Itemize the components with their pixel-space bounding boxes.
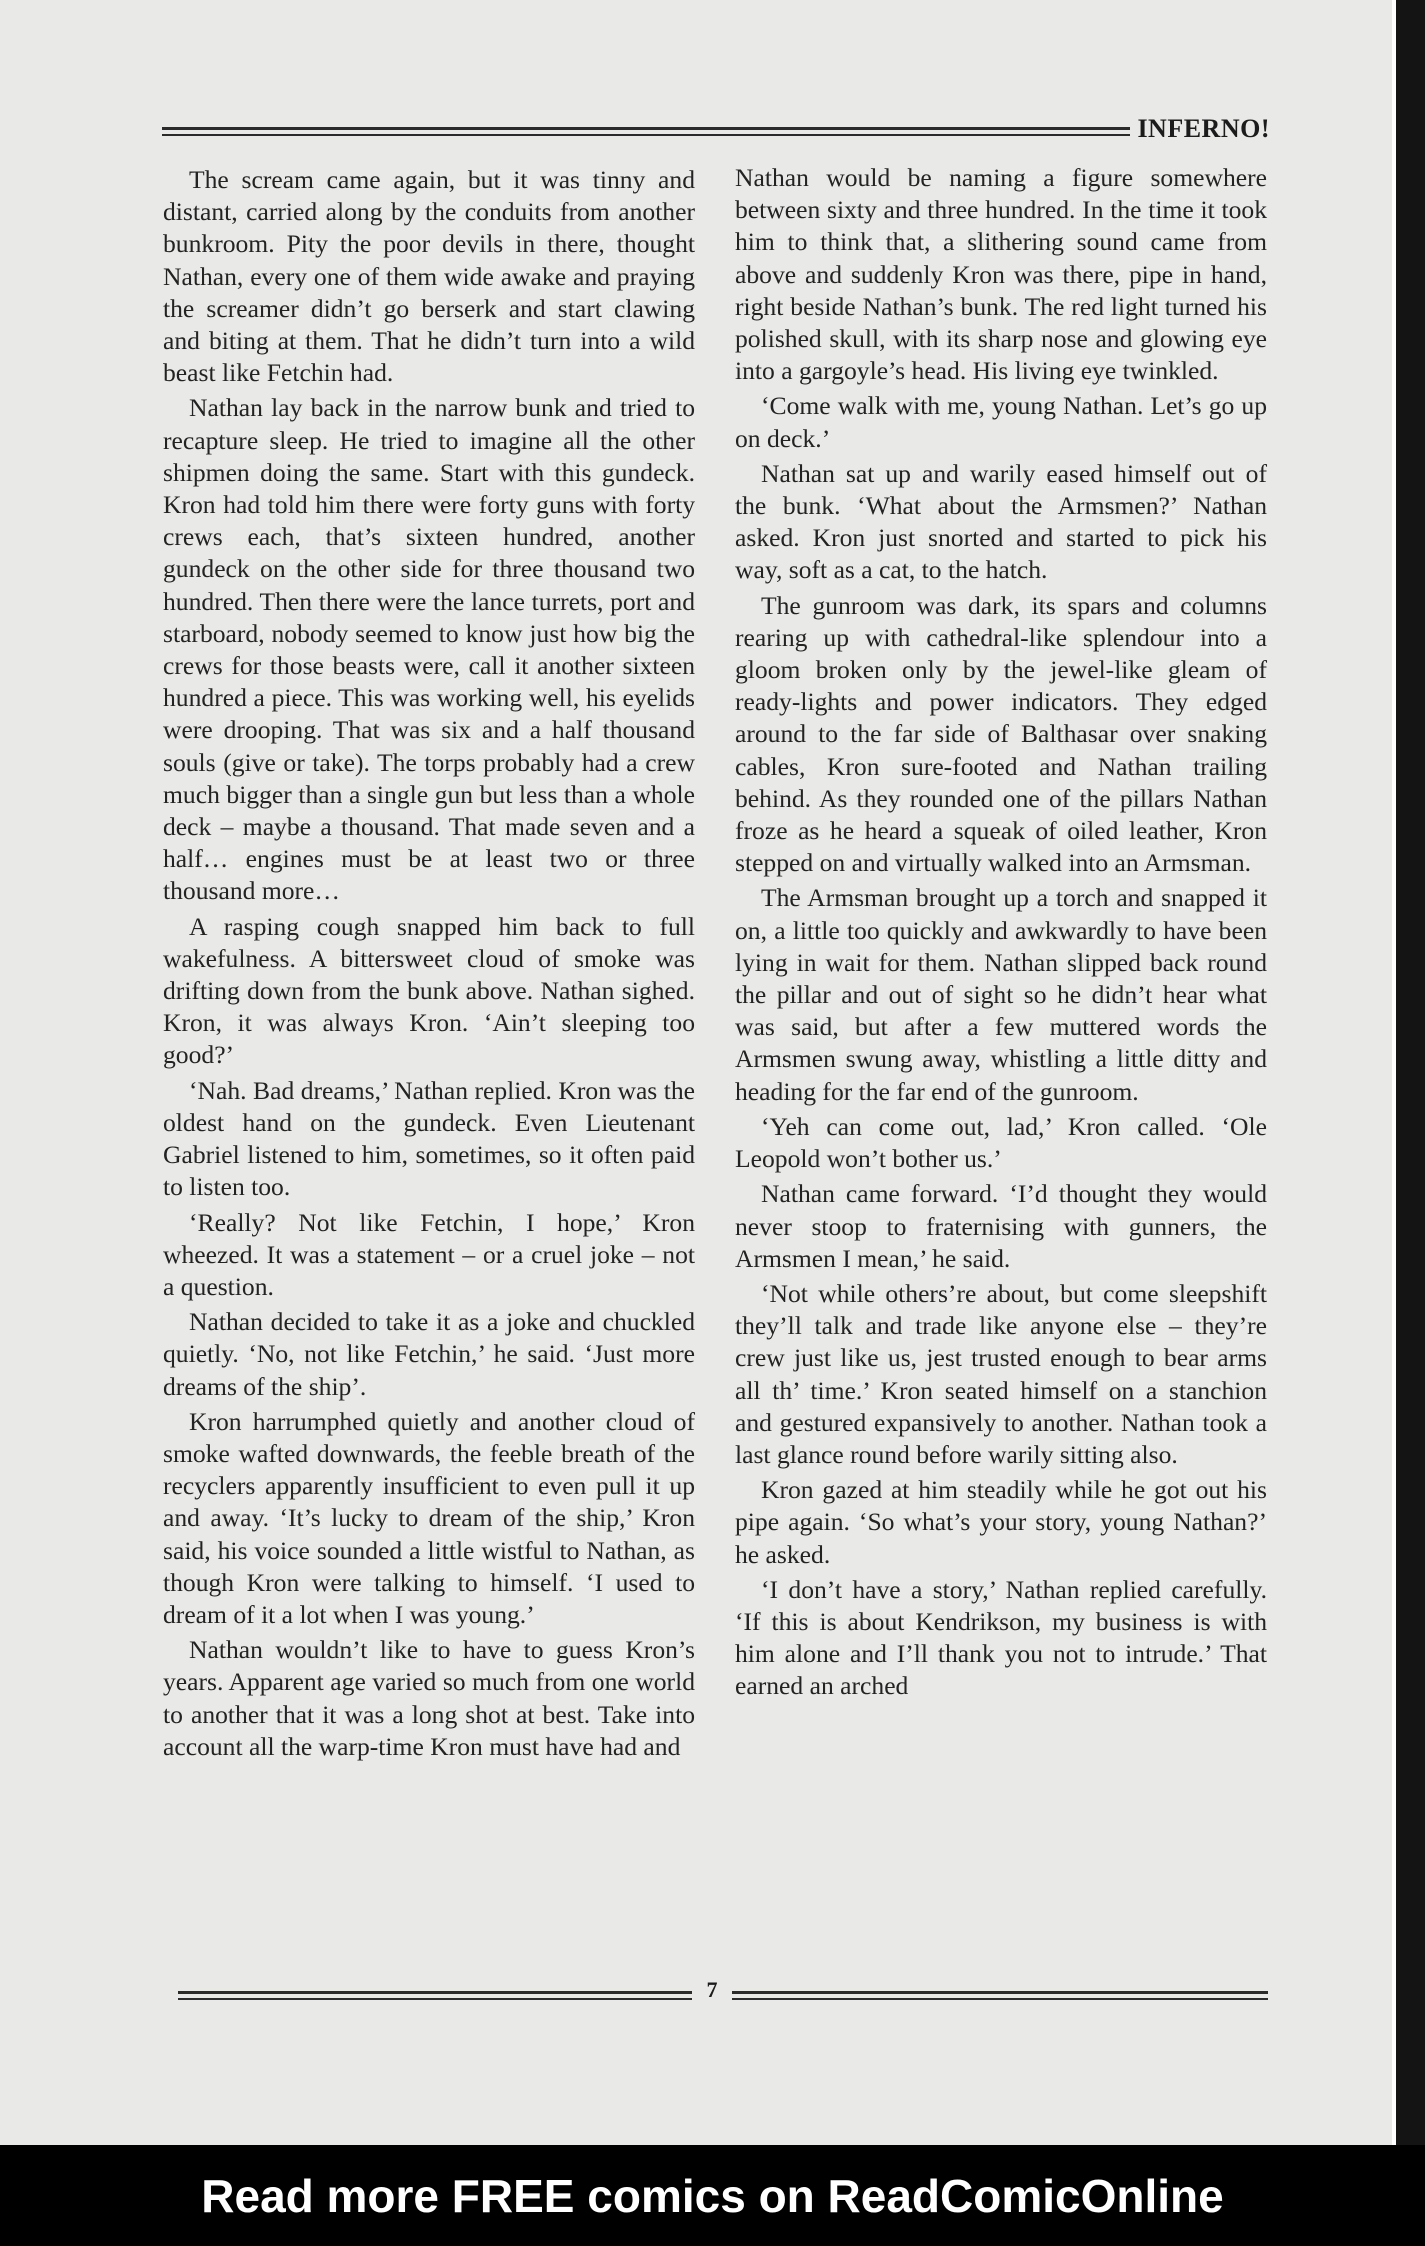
paragraph: A rasping cough snapped him back to full wakefulness. A bittersweet cloud of smoke was drifting down from the bunk above. Nathan sighed. Kron, it was always Kron. ‘Ain’t sleeping too good?’ [163,911,695,1070]
promo-banner-link[interactable]: Read more FREE comics on ReadComicOnline [201,2169,1224,2222]
paragraph: Nathan wouldn’t like to have to guess Kron’s years. Apparent age varied so much from one world to another that it was a long shot at best. Take into account all the warp-time Kron must have had and [163,1635,695,1761]
paragraph: ‘Really? Not like Fetchin, I hope,’ Kron wheezed. It was a statement – or a cruel joke – not a question. [163,1207,695,1301]
header-rule [162,127,1130,136]
left-column [163,164,695,1766]
paragraph: ‘Yeh can come out, lad,’ Kron called. ‘Ole Leopold won’t bother us.’ [735,1111,1267,1174]
paragraph: The scream came again, but it was tinny and distant, carried along by the conduits from another bunkroom. Pity the poor devils in there, thought Nathan, every one of them wide awake and praying the screamer didn’t go berserk and start clawing and biting at them. That he didn’t turn into a wild beast like Fetchin had. [163,165,695,388]
paragraph: ‘Nah. Bad dreams,’ Nathan replied. Kron was the oldest hand on the gundeck. Even Lieutenant Gabriel listened to him, sometimes, so it often paid to listen too. [163,1075,695,1202]
promo-banner[interactable] [0,2145,1425,2246]
page-number: 7 [706,1977,718,2002]
paragraph: Nathan sat up and warily eased himself out of the bunk. ‘What about the Armsmen?’ Nathan asked. Kron just snorted and started to pick his way, soft as a cat, to the hatch. [735,458,1267,585]
paragraph: Nathan would be naming a figure somewhere between sixty and three hundred. In the time it took him to think that, a slithering sound came from above and suddenly Kron was there, pipe in hand, right beside Nathan’s bunk. The red light turned his polished skull, with its sharp nose and glowing eye into a gargoyle’s head. His living eye twinkled. [735,163,1267,386]
running-title: INFERNO! [1137,114,1270,143]
paragraph: ‘I don’t have a story,’ Nathan replied carefully. ‘If this is about Kendrikson, my business is with him alone and I’ll thank you not to intrude.’ That earned an arched [735,1574,1267,1701]
page-footer [178,1977,1268,2008]
footer-rule-right [732,1991,1268,2000]
paragraph: ‘Come walk with me, young Nathan. Let’s go up on deck.’ [735,391,1267,453]
paragraph: Nathan came forward. ‘I’d thought they would never stoop to fraternising with gunners, the Armsmen I mean,’ he said. [735,1179,1267,1273]
paragraph: Nathan decided to take it as a joke and chuckled quietly. ‘No, not like Fetchin,’ he said. ‘Just more dreams of the ship’. [163,1307,695,1401]
right-column [735,162,1267,1706]
paragraph: Kron harrumphed quietly and another cloud of smoke wafted downwards, the feeble breath of the recyclers apparently insufficient to even pull it up and away. ‘It’s lucky to dream of the ship,’ Kron said, his voice sounded a little wistful to Nathan, as though Kron were talking to himself. ‘I used to dream of it a lot when I was young.’ [163,1406,695,1629]
page-header [162,114,1270,144]
paragraph: Kron gazed at him steadily while he got out his pipe again. ‘So what’s your story, young Nathan?’ he asked. [735,1475,1267,1569]
paragraph: The gunroom was dark, its spars and columns rearing up with cathedral-like splendour into a gloom broken only by the jewel-like gleam of ready-lights and power indicators. They edged around to the far side of Balthasar over snaking cables, Kron sure-footed and Nathan trailing behind. As they rounded one of the pillars Nathan froze as he heard a squeak of oiled leather, Kron stepped on and virtually walked into an Armsman. [735,590,1267,878]
footer-rule-left [178,1991,692,2000]
paragraph: Nathan lay back in the narrow bunk and tried to recapture sleep. He tried to imagine all the other shipmen doing the same. Start with this gundeck. Kron had told him there were forty guns with forty crews each, that’s sixteen hundred, another gundeck on the other side for three thousand two hundred. Then there were the lance turrets, port and starboard, nobody seemed to know just how big the crews for those beasts were, call it another sixteen hundred a piece. This was working well, his eyelids were drooping. That was six and a half thousand souls (give or take). The torps probably had a crew much bigger than a single gun but less than a whole deck – maybe a thousand. That made seven and a half… engines must be at least two or three thousand more… [163,393,695,906]
paragraph: ‘Not while others’re about, but come sleepshift they’ll talk and trade like anyone else – they’re crew just like us, jest trusted enough to bear arms all th’ time.’ Kron seated himself on a stanchion and gestured expansively to another. Nathan took a last glance round before warily sitting also. [735,1278,1267,1469]
paragraph: The Armsman brought up a torch and snapped it on, a little too quickly and awkwardly to have been lying in wait for them. Nathan slipped back round the pillar and out of sight so he didn’t hear what was said, but after a few muttered words the Armsmen swung away, whistling a little ditty and heading for the far end of the gunroom. [735,883,1267,1106]
